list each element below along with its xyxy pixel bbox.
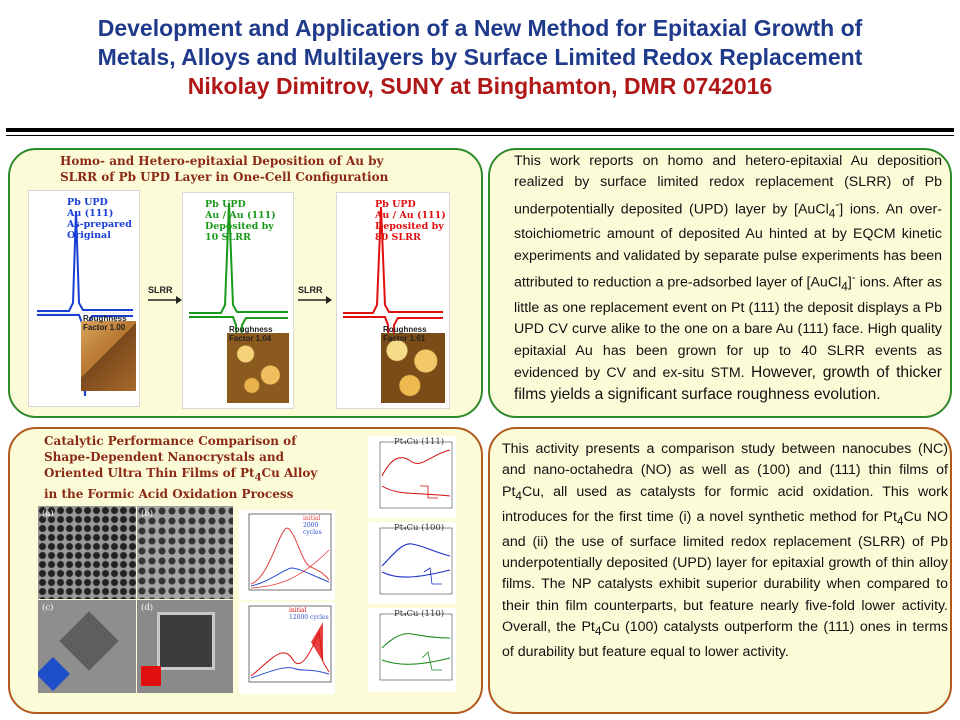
bottom-figure-caption	[44, 433, 364, 502]
cv-panel-original	[28, 190, 140, 407]
tem-image-b	[137, 506, 233, 599]
top-text-part-2: ions. An over-stoichiometric amount of deposited Au hinted at by EQCM kinetic experiments and validated by separate pulse experiments has been attributed to reduction a pre-adsorbed layer of [AuCl	[514, 201, 942, 291]
tem-label-d: (d)	[141, 603, 154, 613]
top-text-sub: 4	[828, 206, 836, 221]
bottom-caption-line-2: Shape-Dependent Nanocrystals and	[44, 450, 284, 464]
caption-sub: 4	[254, 472, 262, 484]
cv-label-line: 10 SLRR	[205, 232, 251, 243]
activity-chart-bottom	[239, 602, 335, 694]
cv-label-line: Pb UPD	[205, 199, 246, 210]
arrow-icon	[148, 295, 182, 305]
cv-label-line: Pb UPD	[67, 197, 108, 208]
facet-chart-100	[368, 522, 456, 604]
cv-panel-10-slrr	[182, 192, 294, 409]
cv-label-original	[67, 197, 132, 241]
cube-icon	[141, 666, 161, 686]
tem-label-c: (c)	[42, 603, 54, 613]
caption-part: Cu Alloy	[261, 466, 318, 480]
bottom-caption-line-4: in the Formic Acid Oxidation Process	[44, 487, 294, 502]
bottom-text-part-1: This activity presents a comparison study between nanocubes (NC) and nano-octahedra (NO) as well as (100) and (111) thin films of Pt	[502, 441, 948, 500]
top-caption-line-1: Homo- and Hetero-epitaxial Deposition of Au by	[60, 154, 384, 168]
cv-label-10-slrr	[205, 199, 276, 243]
bottom-text-sub: 4	[896, 513, 904, 528]
bottom-text-sub: 4	[594, 623, 602, 638]
tem-image-a	[38, 506, 136, 599]
header-rule-thick	[6, 128, 954, 132]
cube-shape-icon	[59, 611, 118, 670]
facet-label-110: Pt₄Cu (110)	[394, 609, 445, 619]
cv-label-80-slrr	[375, 199, 446, 243]
top-caption-line-2: SLRR of Pb UPD Layer in One-Cell Configuration	[60, 170, 389, 184]
stm-image-10-slrr	[227, 333, 289, 403]
top-text-sub: 4	[841, 279, 848, 294]
roughness-original: Roughness Factor 1.00	[83, 314, 127, 332]
bottom-description	[502, 439, 948, 663]
title-line-2: Metals, Alloys and Multilayers by Surface Limited Redox Replacement	[97, 44, 863, 70]
cv-label-line: Deposited by	[205, 221, 274, 232]
tem-image-c	[38, 600, 136, 693]
top-description: This work reports on homo and hetero-epitaxial Au deposition realized by surface limited redox replacement (SLRR) of Pb underpotentially deposited (UPD) layer by [AuCl$_4$-] ions. An over-stoichiometric amount of deposited Au hinted at by EQCM kinetic experiments and validated by separate pulse experiments has been attributed to reduction a pre-adsorbed layer of [AuCl$_4$]- ions. After as little as one replacement event on Pt (111) the deposit displays a Pb UPD CV curve alike to the one on a bare Au (111) face. High quality epitaxial Au has been grown for up to 40 SLRR events as evidenced by CV and ex-situ STM. However, growth of thicker films yields a significant surface roughness evolution.	[514, 153, 942, 404]
bottom-text-part-2: Cu, all used as catalysts for formic acid oxidation. This work introduces for the first time (i) a novel synthetic method for Pt	[502, 483, 948, 525]
legend-bottom-initial: initial	[289, 607, 307, 614]
slrr-arrow-1	[148, 285, 182, 307]
cv-label-line: Original	[67, 230, 111, 241]
tem-label-b: (b)	[141, 509, 154, 519]
header	[0, 14, 960, 101]
bottom-caption-line-1: Catalytic Performance Comparison of	[44, 434, 297, 448]
legend-bottom-cycles: 12000 cycles	[289, 614, 329, 621]
tem-image-d	[137, 600, 233, 693]
cv-label-line: Deposited by	[375, 221, 444, 232]
facet-label-111: Pt₄Cu (111)	[394, 437, 445, 447]
header-rule-thin	[6, 135, 954, 136]
facet-label-100: Pt₄Cu (100)	[394, 523, 445, 533]
slrr-arrow-2	[298, 285, 332, 307]
roughness-10-slrr: Roughness Factor 1.04	[229, 325, 273, 343]
author-line: Nikolay Dimitrov, SUNY at Binghamton, DMR 0742016	[187, 73, 773, 99]
activity-chart-top	[239, 510, 335, 600]
slrr-arrow-label: SLRR	[148, 285, 173, 295]
bottom-caption-line-3	[44, 465, 364, 486]
legend-top-cycles: 2000 cycles	[303, 522, 322, 536]
top-text-sup: -	[835, 196, 840, 211]
top-text-part-1: This work reports on homo and hetero-epitaxial Au deposition realized by surface limited redox replacement (SLRR) of Pb underpotentially deposited (UPD) layer by [AuCl	[514, 153, 942, 218]
facet-chart-110	[368, 608, 456, 692]
facet-chart-111	[368, 436, 456, 518]
top-text-part-3: ions. After as little as one replacement event on Pt (111) the deposit displays a Pb UPD CV curve alike to the one on a bare Au (111) face. High quality epitaxial Au has been grown for up to 40 SLRR events as evidenced by CV and ex-situ STM.	[514, 274, 942, 381]
legend-top-initial: initial	[303, 515, 321, 522]
top-figure-caption	[60, 153, 460, 185]
cv-label-line: As-prepared	[67, 219, 132, 230]
cv-label-line: Pb UPD	[375, 199, 416, 210]
stm-image-80-slrr	[381, 333, 445, 403]
facet-chart-100-svg	[368, 522, 456, 604]
bottom-text-part-4: Cu (100) catalysts outperform the (111) ones in terms of durability but feature equal to lower activity.	[502, 619, 948, 661]
facet-chart-111-svg	[368, 436, 456, 518]
top-text-emphasis: However, growth of thicker films yields a significant surface roughness evolution.	[514, 363, 942, 404]
bottom-text-sub: 4	[515, 488, 522, 503]
top-text-sup: -	[851, 270, 856, 285]
bottom-text-part-3: Cu NO and (ii) the use of surface limited redox replacement (SLRR) of Pb underpotentially deposited (UPD) layer for epitaxial growth of thin alloy films. The NP catalysts exhibit superior durability when compared to their thin film counterparts, but feature nearly five-fold lower activity. Overall, the Pt	[502, 508, 949, 636]
roughness-80-slrr: Roughness Factor 1.61	[383, 325, 427, 343]
facet-chart-110-svg	[368, 608, 456, 692]
cv-label-line: 80 SLRR	[375, 232, 421, 243]
title-line-1: Development and Application of a New Method for Epitaxial Growth of	[97, 15, 863, 41]
nanocube-shape	[157, 612, 215, 670]
cv-label-line: Au / Au (111)	[375, 210, 446, 221]
slrr-arrow-label: SLRR	[298, 285, 323, 295]
cv-panel-80-slrr	[336, 192, 450, 409]
cv-label-line: Au (111)	[67, 208, 114, 219]
arrow-icon	[298, 295, 332, 305]
tem-label-a: (a)	[42, 509, 54, 519]
caption-part: Oriented Ultra Thin Films of Pt	[44, 466, 255, 480]
cv-label-line: Au / Au (111)	[205, 210, 276, 221]
octahedron-icon	[38, 657, 70, 691]
